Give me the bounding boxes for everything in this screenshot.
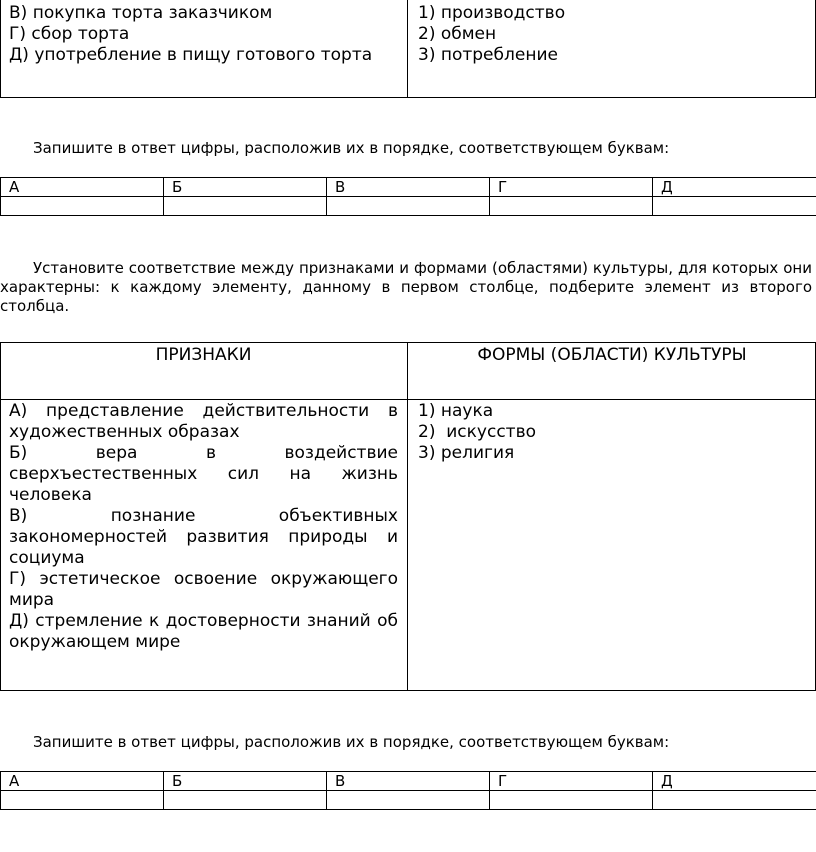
answer-cell[interactable] [490,791,653,810]
answer-table-header-cell: Г [490,772,653,791]
answer-cell[interactable] [490,197,653,216]
feature-line: человека [9,485,92,505]
feature-line: мира [9,590,55,610]
task-line-1: Установите соответствие между признаками и формами (областями) культуры, для которых они [33,259,812,277]
answer-table-header-row [1,772,816,791]
answer-cell[interactable] [1,197,164,216]
feature-line: социума [9,548,85,568]
answer-cell[interactable] [327,791,490,810]
answer-cell[interactable] [164,791,327,810]
match-col1-header: ПРИЗНАКИ [155,345,252,365]
top-table-left-cell [9,3,404,66]
answer-table-header-cell: В [327,772,490,791]
answer-cell[interactable] [653,791,816,810]
form-item: 3) религия [418,443,515,463]
answer-cell[interactable] [1,791,164,810]
answer-table-header-cell: Б [164,178,327,197]
task-line-3: столбца. [0,297,70,315]
option-line: В) покупка торта заказчиком [9,3,273,23]
feature-line: А) представление действительности в [9,401,398,421]
top-table-divider [407,0,408,98]
answer-table-input-row [1,791,816,810]
feature-line: сверхъестественных сил на жизнь [9,464,398,484]
feature-line: В) познание объективных [9,506,398,526]
answer-table-1 [0,177,816,216]
option-line: 3) потребление [418,45,558,65]
task-line-2: характерны: к каждому элементу, данному в первом столбце, подберите элемент из второго [0,278,812,296]
answer-table-input-row [1,197,816,216]
option-line: 1) производство [418,3,566,23]
feature-line: Б) вера в воздействие [9,443,398,463]
answer-table-header-cell: Д [653,178,816,197]
feature-line: Д) стремление к достоверности знаний об [9,611,398,631]
answer-table-header-cell: Г [490,178,653,197]
match-left-cell [9,401,398,653]
form-item: 1) наука [418,401,494,421]
answer-table-header-cell: Б [164,772,327,791]
answer-table-header-cell: А [1,178,164,197]
answer-table-header-cell: А [1,772,164,791]
answer-cell[interactable] [327,197,490,216]
feature-line: окружающем мире [9,632,181,652]
answer-table-header-row [1,178,816,197]
option-line: Г) сбор торта [9,24,130,44]
top-table-right-cell [418,3,808,66]
feature-line: Г) эстетическое освоение окружающего [9,569,398,589]
option-line: 2) обмен [418,24,497,44]
instruction-2: Запишите в ответ цифры, расположив их в порядке, соответствующем буквам: [33,733,670,751]
feature-line: художественных образах [9,422,240,442]
match-table-row-divider [0,399,816,400]
answer-table-header-cell: Д [653,772,816,791]
answer-table-header-cell: В [327,178,490,197]
instruction-1: Запишите в ответ цифры, расположив их в порядке, соответствующем буквам: [33,139,670,157]
answer-cell[interactable] [653,197,816,216]
match-right-cell [418,401,808,464]
form-item: 2) искусство [418,422,536,442]
match-col2-header: ФОРМЫ (ОБЛАСТИ) КУЛЬТУРЫ [477,345,747,365]
feature-line: закономерностей развития природы и [9,527,398,547]
answer-table-2 [0,771,816,810]
option-line: Д) употребление в пищу готового торта [9,45,373,65]
match-table-col-divider [407,342,408,691]
task-text [0,259,812,316]
answer-cell[interactable] [164,197,327,216]
